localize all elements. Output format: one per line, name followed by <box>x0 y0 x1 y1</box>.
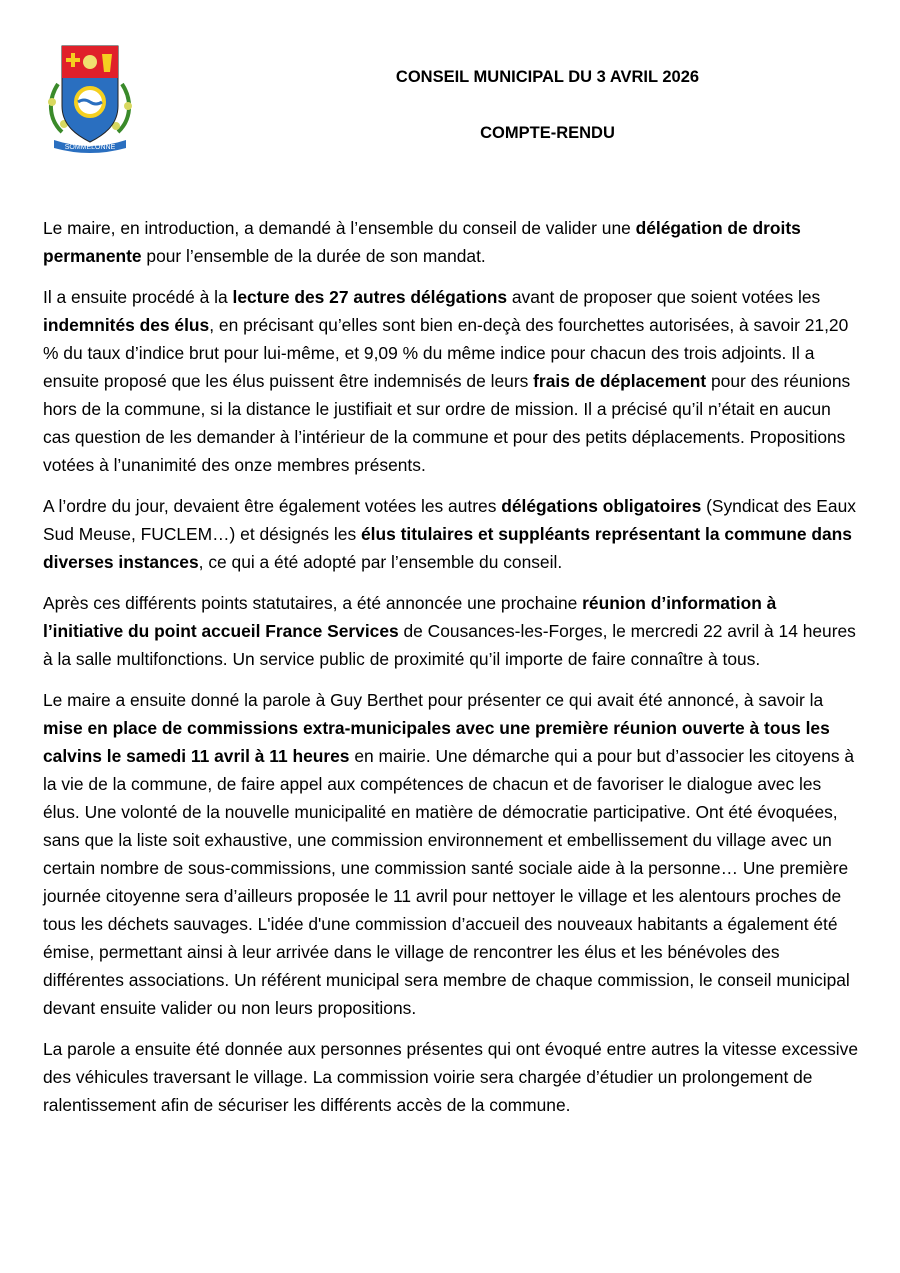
text: , en précisant qu’elles sont bien en-deçà des fourchettes autorisées, à savoir 21,20 % du taux d’indice brut pour lui-même, et 9,09 % du même indice pour chacun des trois adjoints. Il a ensuite proposé que les élus puissent être indemnisés de leurs <box>43 315 849 391</box>
text: Le maire a ensuite donné la parole à Guy Berthet pour présenter ce qui avait été annoncé, à savoir la <box>43 690 824 710</box>
paragraph <box>43 492 861 576</box>
text: La parole a ensuite été donnée aux personnes présentes qui ont évoqué entre autres la vitesse excessive des véhicules traversant le village. La commission voirie sera chargée d’étudier un prolongement de ralentissement afin de sécuriser les différents accès de la commune. <box>43 1039 858 1115</box>
bold-text: réunion d’information à l’initiative du point accueil France Services <box>43 593 777 641</box>
paragraph <box>43 686 861 1022</box>
bold-text: délégation de droits permanente <box>43 218 801 266</box>
bold-text: élus titulaires et suppléants représentant la commune dans diverses instances <box>43 524 852 572</box>
document-body <box>43 214 861 1132</box>
paragraph <box>43 214 861 270</box>
text: Le maire, en introduction, a demandé à l’ensemble du conseil de valider une <box>43 218 636 238</box>
text: de Cousances-les-Forges, le mercredi 22 avril à 14 heures à la salle multifonctions. Un service public de proximité qu’il importe de faire connaître à tous. <box>43 621 856 669</box>
text: , ce qui a été adopté par l’ensemble du conseil. <box>198 552 563 572</box>
text: en mairie. Une démarche qui a pour but d’associer les citoyens à la vie de la commune, de faire appel aux compétences de chacun et de favoriser le dialogue avec les élus. Une volonté de la nouvelle municipalité en matière de démocratie participative. Ont été évoquées, sans que la liste soit exhaustive, une commission environnement et embellissement du village avec un certain nombre de sous-commissions, une commission santé sociale aide à la personne… Une première journée citoyenne sera d’ailleurs proposée le 11 avril pour nettoyer le village et les alentours proches de tous les déchets sauvages. L'idée d'une commission d’accueil des nouveaux habitants a également été émise, permettant ainsi à leur arrivée dans le village de rencontrer les élus et les bénévoles des différentes associations. Un référent municipal sera membre de chaque commission, le conseil municipal devant ensuite valider ou non leurs propositions. <box>43 746 855 1018</box>
text: Après ces différents points statutaires, a été annoncée une prochaine <box>43 593 583 613</box>
text: avant de proposer que soient votées les <box>507 287 821 307</box>
paragraph <box>43 589 861 673</box>
text: pour des réunions hors de la commune, si la distance le justifiait et sur ordre de mission. Il a précisé qu’il n’était en aucun cas question de les demander à l’intérieur de la commune et pour des petits déplacements. Propositions votées à l’unanimité des onze membres présents. <box>43 371 851 475</box>
bold-text: indemnités des élus <box>43 315 210 335</box>
text: A l’ordre du jour, devaient être également votées les autres <box>43 496 502 516</box>
document-title: CONSEIL MUNICIPAL DU 3 AVRIL 2026 <box>395 68 700 86</box>
document-subtitle: COMPTE-RENDU <box>480 124 615 142</box>
text: Il a ensuite procédé à la <box>43 287 233 307</box>
text: pour l’ensemble de la durée de son mandat. <box>141 246 486 266</box>
bold-text: lecture des 27 autres délégations <box>232 287 507 307</box>
paragraph <box>43 1035 861 1119</box>
coat-of-arms-logo <box>44 44 136 156</box>
bold-text: délégations obligatoires <box>501 496 702 516</box>
logo-text: SOMMELONNE <box>64 144 116 151</box>
paragraph <box>43 283 861 479</box>
text: (Syndicat des Eaux Sud Meuse, FUCLEM…) et désignés les <box>43 496 856 544</box>
bold-text: mise en place de commissions extra-municipales avec une première réunion ouverte à tous les calvins le samedi 11 avril à 11 heures <box>43 718 830 766</box>
bold-text: frais de déplacement <box>533 371 707 391</box>
